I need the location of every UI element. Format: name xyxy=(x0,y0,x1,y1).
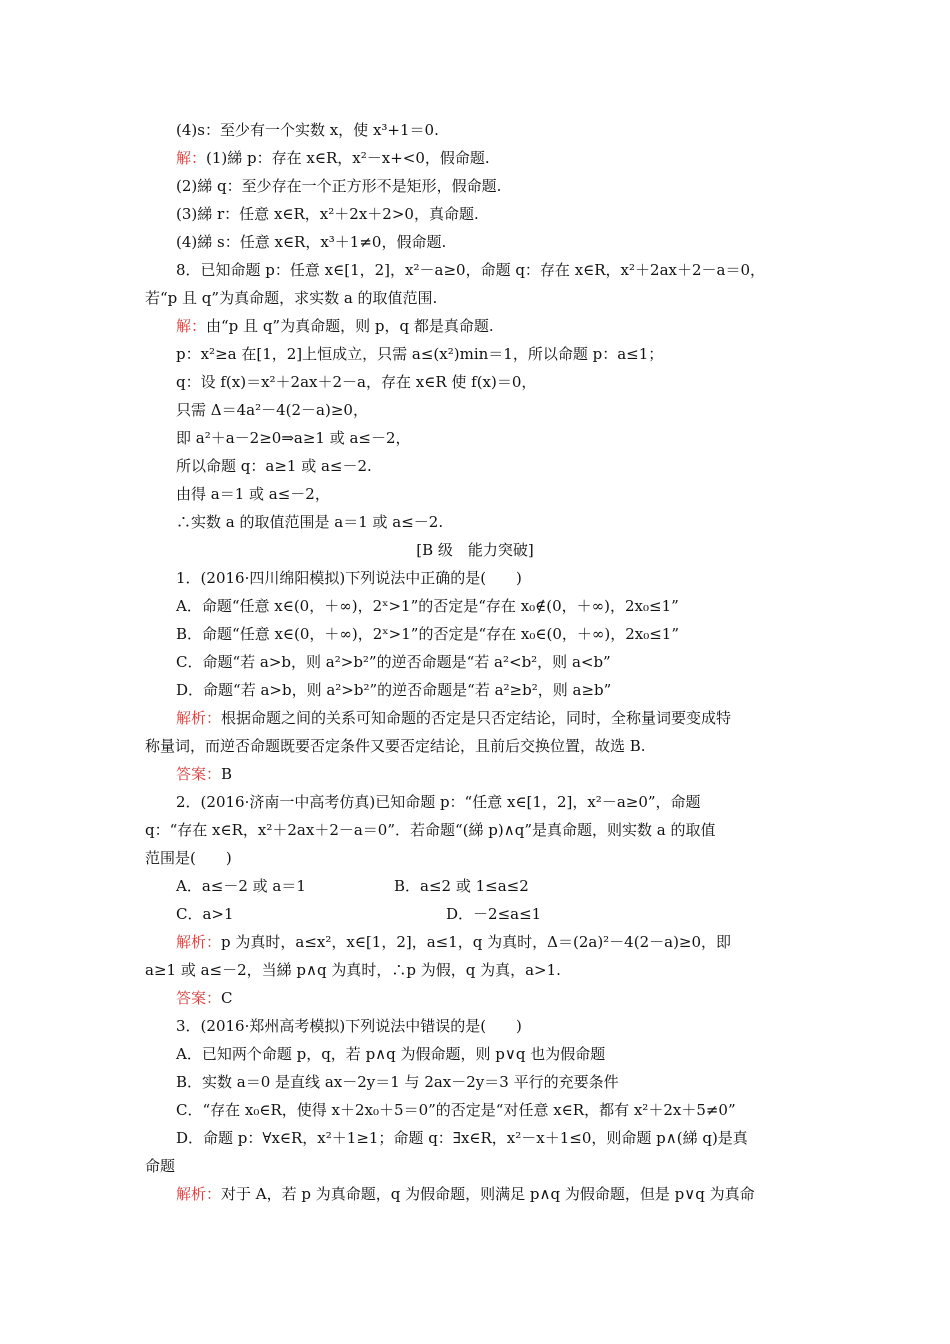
option-a: A．命题“任意 x∈(0，＋∞)，2ˣ>1”的否定是“存在 x₀∉(0，＋∞)，2x₀≤1” xyxy=(176,597,679,615)
analysis-line: 解析：根据命题之间的关系可知命题的否定是只否定结论，同时，全称量词要变成特 xyxy=(176,709,732,727)
answer-line: 答案：C xyxy=(176,989,233,1007)
option-b: B．命题“任意 x∈(0，＋∞)，2ˣ>1”的否定是“存在 x₀∈(0，＋∞)，2x₀≤1” xyxy=(176,625,679,643)
option-b: B．a≤2 或 1≤a≤2 xyxy=(394,877,529,895)
question-1-text: 1．(2016·四川绵阳模拟)下列说法中正确的是( ) xyxy=(176,569,522,587)
question-3-text: 3．(2016·郑州高考模拟)下列说法中错误的是( ) xyxy=(176,1017,522,1035)
text-line: p：x²≥a 在[1，2]上恒成立，只需 a≤(x²)min＝1，所以命题 p：a≤1； xyxy=(176,345,664,363)
option-a: A．已知两个命题 p，q，若 p∧q 为假命题，则 p∨q 也为假命题 xyxy=(176,1045,606,1063)
text-line: (4)綈 s：任意 x∈R，x³＋1≠0，假命题. xyxy=(176,233,447,251)
text-line: 即 a²＋a－2≥0⇒a≥1 或 a≤－2， xyxy=(176,429,411,447)
solution-label: 解： xyxy=(176,317,207,335)
text-line: 所以命题 q：a≥1 或 a≤－2. xyxy=(176,457,372,475)
text-line: 解：(1)綈 p：存在 x∈R，x²－x+<0，假命题. xyxy=(176,149,490,167)
question-2-text: 2．(2016·济南一中高考仿真)已知命题 p：“任意 x∈[1，2]，x²－a≥0”，命题 xyxy=(176,793,701,811)
text-line: a≥1 或 a≤－2，当綈 p∧q 为真时，∴p 为假，q 为真，a>1. xyxy=(145,961,561,979)
text-line: (3)綈 r：任意 x∈R，x²＋2x＋2>0，真命题. xyxy=(176,205,479,223)
analysis-label: 解析： xyxy=(176,709,222,727)
option-d: D．－2≤a≤1 xyxy=(446,905,542,923)
analysis-line: 解析：对于 A，若 p 为真命题，q 为假命题，则满足 p∧q 为假命题，但是 p∨q 为真命 xyxy=(176,1185,755,1203)
answer-label: 答案： xyxy=(176,765,222,783)
text-line: 命题 xyxy=(145,1157,176,1175)
text-line: (2)綈 q：至少存在一个正方形不是矩形，假命题. xyxy=(176,177,502,195)
section-heading: [B 级 能力突破] xyxy=(416,541,534,559)
text-line: 若“p 且 q”为真命题，求实数 a 的取值范围. xyxy=(145,289,438,307)
text-line: (4)s：至少有一个实数 x，使 x³+1＝0. xyxy=(176,121,439,139)
analysis-label: 解析： xyxy=(176,1185,222,1203)
option-c: C．a>1 xyxy=(176,905,234,923)
text-line: 由得 a＝1 或 a≤－2， xyxy=(176,485,330,503)
option-d: D．命题 p：∀x∈R，x²＋1≥1；命题 q：∃x∈R，x²－x＋1≤0，则命题 p∧(綈 q)是真 xyxy=(176,1129,748,1147)
text-line: ∴实数 a 的取值范围是 a＝1 或 a≤－2. xyxy=(176,513,444,531)
option-b: B．实数 a＝0 是直线 ax－2y＝1 与 2ax－2y＝3 平行的充要条件 xyxy=(176,1073,619,1091)
question-8-text: 8．已知命题 p：任意 x∈[1，2]，x²－a≥0，命题 q：存在 x∈R，x²＋2ax＋2－a＝0， xyxy=(176,261,766,279)
answer-label: 答案： xyxy=(176,989,222,1007)
text-line: 称量词，而逆否命题既要否定条件又要否定结论，且前后交换位置，故选 B. xyxy=(145,737,646,755)
text-line: q：“存在 x∈R，x²＋2ax＋2－a＝0”．若命题“(綈 p)∧q”是真命题，则实数 a 的取值 xyxy=(145,821,716,839)
text-line: 只需 Δ＝4a²－4(2－a)≥0， xyxy=(176,401,368,419)
option-d: D．命题“若 a>b，则 a²>b²”的逆否命题是“若 a²≥b²，则 a≥b” xyxy=(176,681,612,699)
text-line: 范围是( ) xyxy=(145,849,232,867)
text-line: q：设 f(x)＝x²＋2ax＋2－a，存在 x∈R 使 f(x)＝0， xyxy=(176,373,537,391)
analysis-label: 解析： xyxy=(176,933,222,951)
option-a: A．a≤－2 或 a＝1 xyxy=(176,877,306,895)
text-line: 解：由“p 且 q”为真命题，则 p，q 都是真命题. xyxy=(176,317,494,335)
option-c: C．“存在 x₀∈R，使得 x＋2x₀＋5＝0”的否定是“对任意 x∈R，都有 x²＋2x＋5≠0” xyxy=(176,1101,736,1119)
option-c: C．命题“若 a>b，则 a²>b²”的逆否命题是“若 a²<b²，则 a<b” xyxy=(176,653,611,671)
answer-line: 答案：B xyxy=(176,765,233,783)
solution-label: 解： xyxy=(176,149,207,167)
analysis-line: 解析：p 为真时，a≤x²，x∈[1，2]，a≤1，q 为真时，Δ＝(2a)²－4(2－a)≥0，即 xyxy=(176,933,732,951)
